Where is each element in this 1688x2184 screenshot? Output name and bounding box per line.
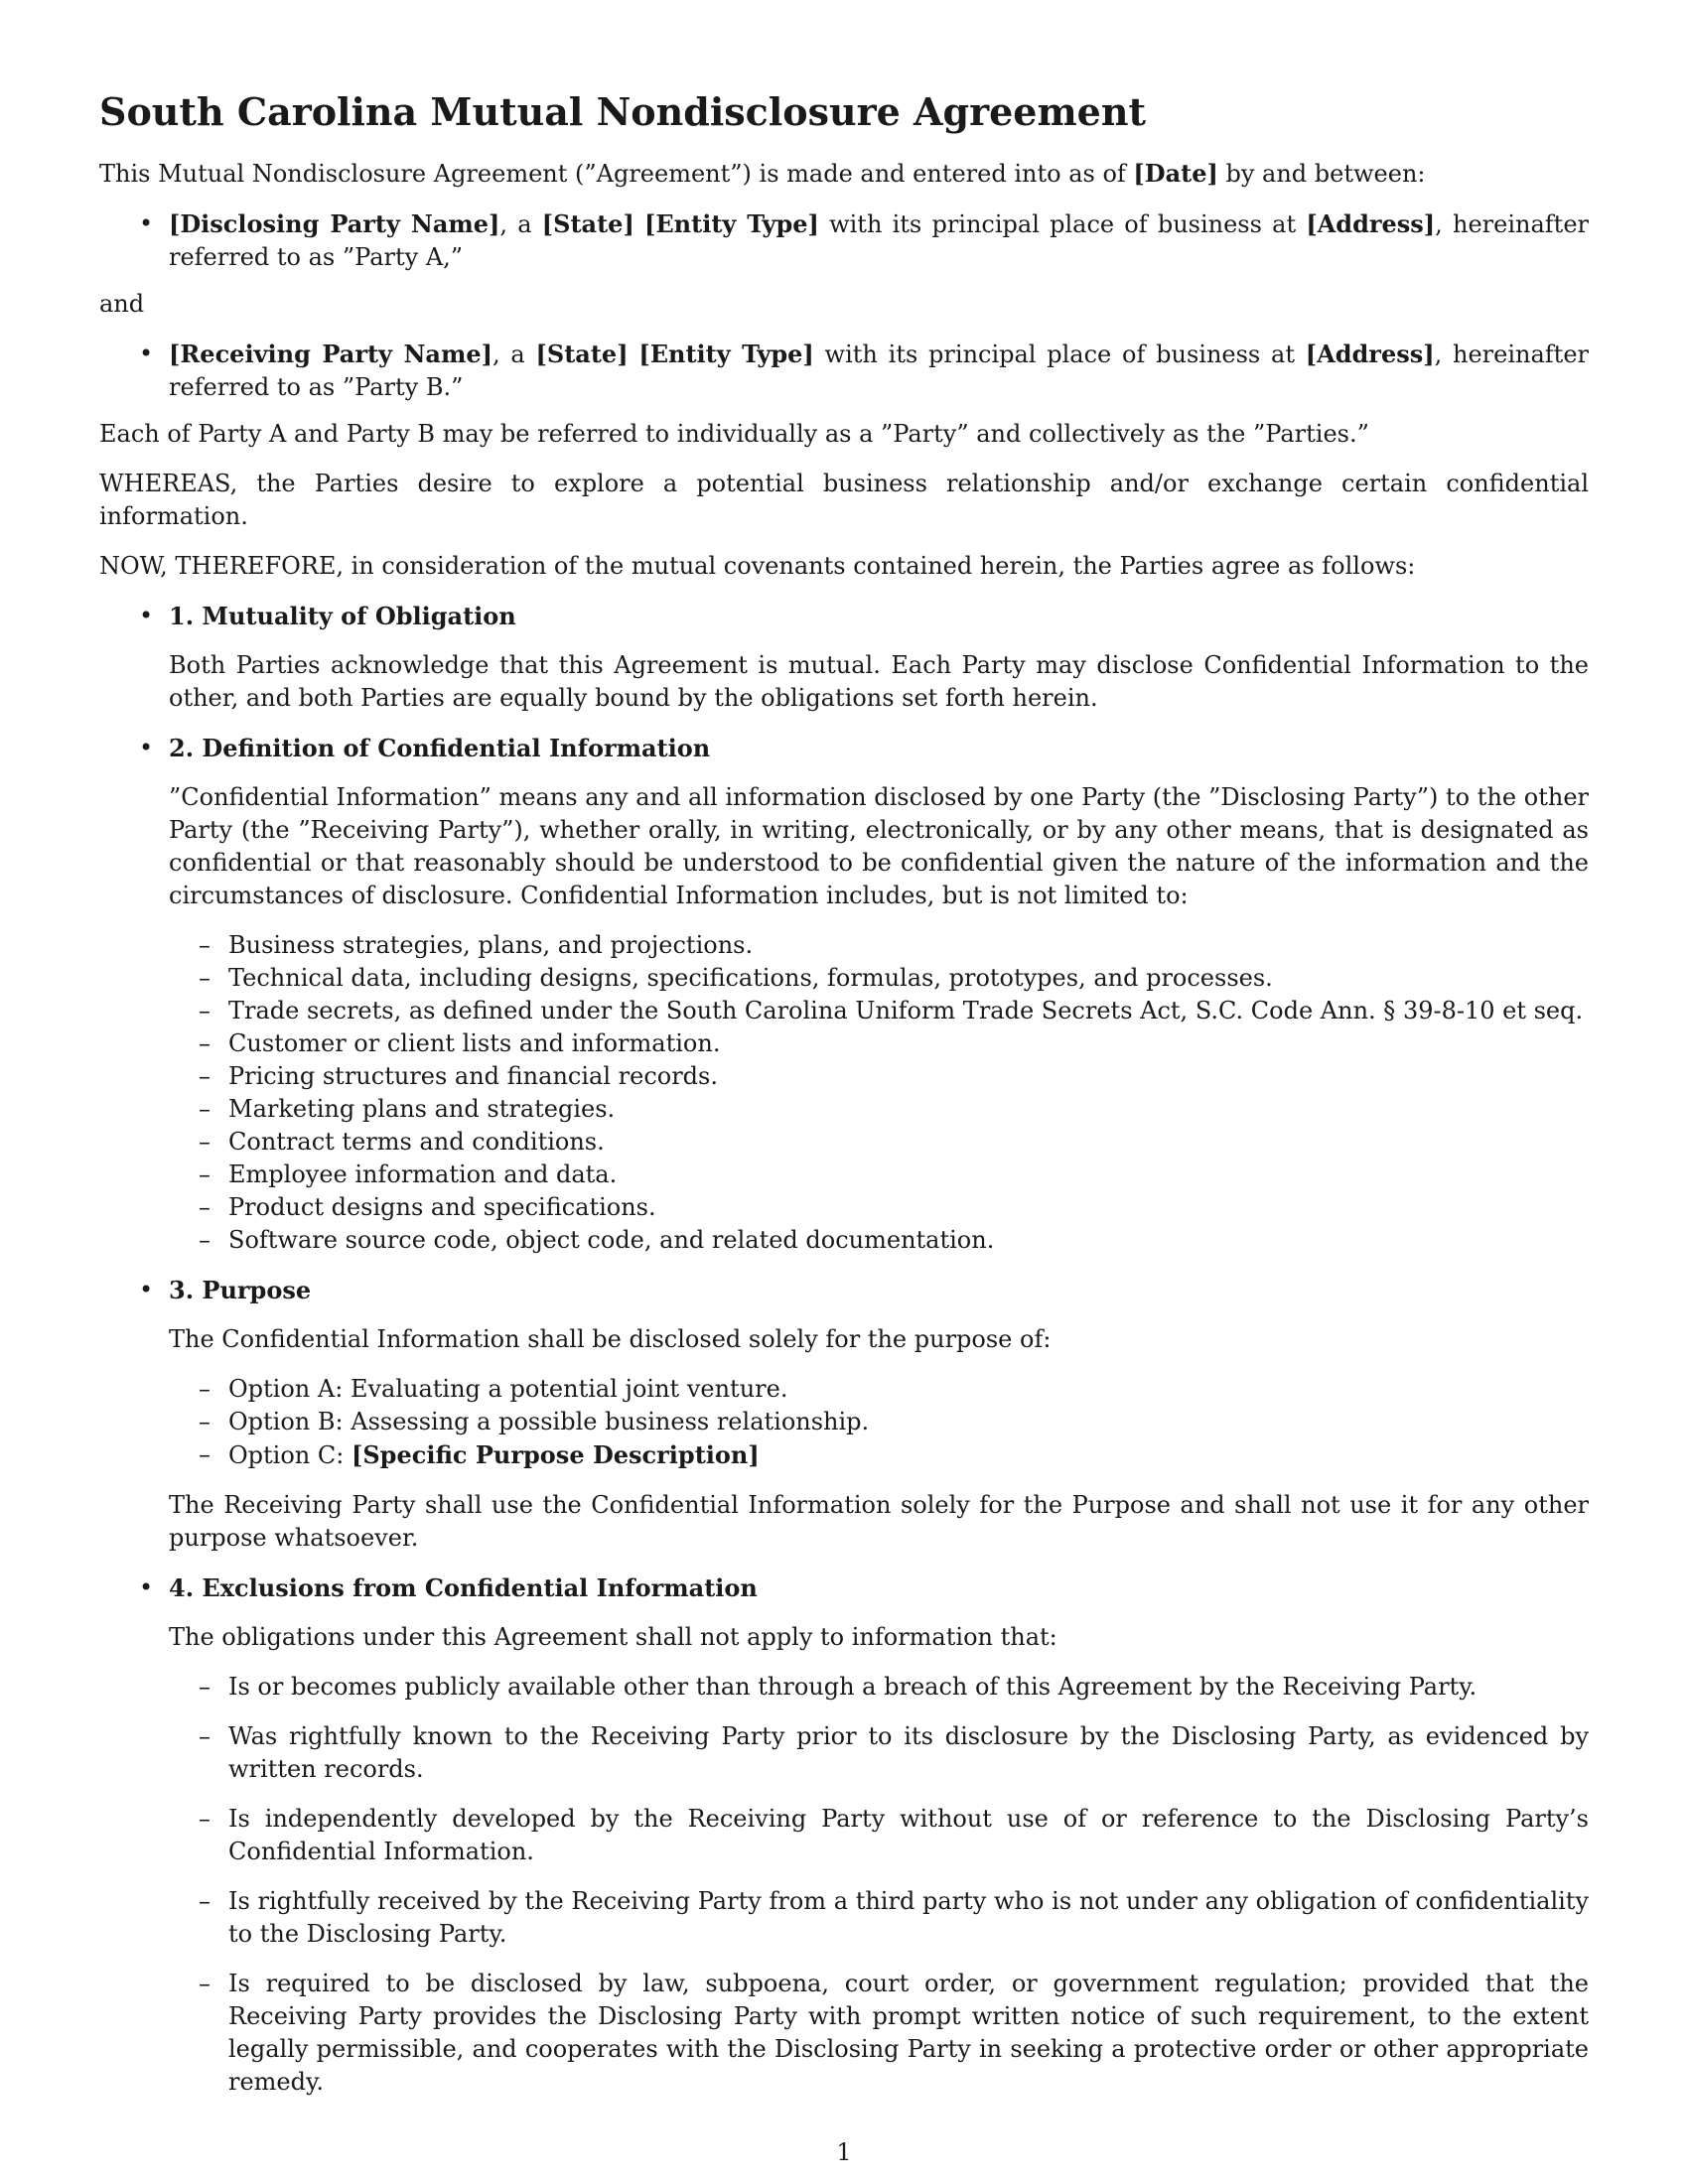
section-1-text: Both Parties acknowledge that this Agreement is mutual. Each Party may disclose Confidential Information to the other, and both Parties are equally bound by the obligations set forth herein.: [169, 651, 1589, 712]
dash-icon: –: [199, 997, 211, 1024]
list-item-text: Trade secrets, as defined under the South Carolina Uniform Trade Secrets Act, S.C. Code Ann. § 39-8-10 et seq.: [228, 997, 1584, 1024]
list-item: [169, 1093, 1589, 1126]
dash-icon: –: [199, 1440, 211, 1468]
list-item-text: Technical data, including designs, specifications, formulas, prototypes, and processes.: [228, 964, 1273, 992]
list-item: [169, 962, 1589, 995]
dash-icon: –: [199, 1193, 211, 1221]
list-item: [169, 1126, 1589, 1159]
list-item-text: Software source code, object code, and related documentation.: [228, 1226, 995, 1254]
party-a-text: , hereinafter referred to as ”Party A,”: [169, 210, 1589, 271]
option-b: [169, 1406, 1589, 1438]
party-a-state: [State]: [541, 209, 634, 238]
dash-icon: –: [199, 964, 211, 992]
list-item-text: Is required to be disclosed by law, subpoena, court order, or government regulation; provided that the Receiving Party provides the Disclosing Party with prompt written notice of such requirement, to the extent legally permissible, and cooperates with the Disclosing Party in seeking a protective order or other appropriate remedy.: [228, 1970, 1589, 2096]
section-3-closing: The Receiving Party shall use the Confidential Information solely for the Purpose and shall not use it for any other purpose whatsoever.: [169, 1491, 1589, 1552]
list-item: [169, 1060, 1589, 1093]
party-a-text: with its principal place of business at: [818, 210, 1307, 238]
party-a-space: [634, 210, 644, 238]
list-item: [169, 1191, 1589, 1224]
party-b-space: [629, 341, 639, 368]
dash-icon: –: [199, 1095, 211, 1123]
list-item-text: Is independently developed by the Receiving Party without use of or reference to the Disclosing Party’s Confidential Information.: [228, 1805, 1589, 1865]
section-3-body: [169, 1323, 1589, 1555]
party-a-name: [Disclosing Party Name]: [169, 209, 500, 238]
list-item-text: Product designs and specifications.: [228, 1193, 656, 1221]
intro-text: This Mutual Nondisclosure Agreement (”Agreement”) is made and entered into as of: [99, 160, 1134, 188]
dash-icon: –: [199, 931, 211, 959]
list-item-text: Was rightfully known to the Receiving Party prior to its disclosure by the Disclosing Party, as evidenced by written records.: [228, 1722, 1589, 1783]
dash-icon: –: [199, 1160, 211, 1188]
party-b-text: , hereinafter referred to as ”Party B.”: [169, 341, 1589, 401]
list-item: [169, 1671, 1589, 1704]
bullet-icon: •: [139, 209, 154, 237]
dash-icon: –: [199, 1128, 211, 1156]
section-1-body: [169, 649, 1589, 715]
each-party-paragraph: Each of Party A and Party B may be referred to individually as a ”Party” and collectively as the ”Parties.”: [99, 420, 1369, 448]
dash-icon: –: [199, 1062, 211, 1090]
intro-text-end: by and between:: [1217, 160, 1426, 188]
confidential-info-list: [169, 929, 1589, 1257]
purpose-options-list: [169, 1373, 1589, 1472]
option-a: [169, 1373, 1589, 1406]
section-list: [99, 600, 1589, 2099]
bullet-icon: •: [139, 1276, 154, 1303]
dash-icon: –: [199, 1408, 211, 1435]
now-therefore-paragraph: NOW, THEREFORE, in consideration of the mutual covenants contained herein, the Parties agree as follows:: [99, 552, 1416, 580]
party-a-address: [Address]: [1306, 209, 1436, 238]
document-title: South Carolina Mutual Nondisclosure Agreement: [99, 89, 1147, 134]
section-2-body: [169, 781, 1589, 1257]
section-3-heading: 3. Purpose: [169, 1276, 312, 1304]
section-4-body: [169, 1621, 1589, 2099]
dash-icon: –: [199, 1029, 211, 1057]
section-2-heading: 2. Definition of Confidential Information: [169, 734, 711, 762]
option-c: [169, 1438, 1589, 1472]
list-item-text: Is or becomes publicly available other than through a breach of this Agreement by the Receiving Party.: [228, 1673, 1477, 1701]
dash-icon: –: [199, 1887, 211, 1915]
section-4-heading: 4. Exclusions from Confidential Information: [169, 1573, 758, 1602]
party-b-text: , a: [492, 341, 536, 368]
section-1-heading: 1. Mutuality of Obligation: [169, 602, 516, 630]
party-a-text: , a: [499, 210, 542, 238]
section-1: [99, 600, 1589, 715]
party-b-item: [99, 338, 1589, 404]
bullet-icon: •: [139, 340, 154, 367]
list-item-text: Employee information and data.: [228, 1160, 618, 1188]
option-c-label: Option C:: [228, 1441, 352, 1469]
exclusions-list: [169, 1671, 1589, 2099]
list-item-text: Contract terms and conditions.: [228, 1128, 605, 1156]
intro-paragraph: [99, 157, 1589, 191]
party-a-item: [99, 207, 1589, 274]
list-item: [169, 1224, 1589, 1257]
date-placeholder: [Date]: [1133, 159, 1218, 188]
dash-icon: –: [199, 1673, 211, 1701]
list-item: [169, 995, 1589, 1027]
section-3: [99, 1274, 1589, 1555]
party-b-address: [Address]: [1305, 340, 1435, 368]
section-2: [99, 732, 1589, 1257]
bullet-icon: •: [139, 734, 154, 761]
bullet-icon: •: [139, 602, 154, 629]
option-b-text: Option B: Assessing a possible business relationship.: [228, 1408, 870, 1435]
list-item-text: Customer or client lists and information.: [228, 1029, 721, 1057]
section-2-text: ”Confidential Information” means any and all information disclosed by one Party (the ”Disclosing Party”) to the other Party (the ”Receiving Party”), whether orally, in writing, electronically, or by any other means, that is designated as confidential or that reasonably should be understood to be confidential given the nature of the information and the circumstances of disclosure. Confidential Information includes, but is not limited to:: [169, 783, 1589, 909]
party-a-entity: [Entity Type]: [644, 209, 819, 238]
section-4-text: The obligations under this Agreement shall not apply to information that:: [169, 1623, 1057, 1651]
list-item: [169, 1159, 1589, 1191]
list-item: [169, 929, 1589, 962]
document-page: [99, 87, 1589, 2116]
party-b-name: [Receiving Party Name]: [169, 340, 493, 368]
list-item-text: Business strategies, plans, and projections.: [228, 931, 754, 959]
party-b-list: [99, 338, 1589, 404]
page-number: 1: [836, 2138, 852, 2166]
dash-icon: –: [199, 1375, 211, 1403]
option-a-text: Option A: Evaluating a potential joint venture.: [228, 1375, 788, 1403]
party-b-state: [State]: [535, 340, 629, 368]
dash-icon: –: [199, 1722, 211, 1750]
bullet-icon: •: [139, 1573, 154, 1601]
list-item: [169, 1720, 1589, 1786]
whereas-paragraph: WHEREAS, the Parties desire to explore a potential business relationship and/or exchange certain confidential information.: [99, 470, 1589, 530]
list-item-text: Is rightfully received by the Receiving Party from a third party who is not under any obligation of confidentiality to the Disclosing Party.: [228, 1887, 1589, 1948]
list-item: [169, 1803, 1589, 1868]
dash-icon: –: [199, 1226, 211, 1254]
dash-icon: –: [199, 1970, 211, 1997]
list-item: [169, 1968, 1589, 2099]
section-4: [99, 1571, 1589, 2099]
and-text: and: [99, 290, 145, 318]
dash-icon: –: [199, 1805, 211, 1833]
list-item-text: Marketing plans and strategies.: [228, 1095, 616, 1123]
list-item: [169, 1885, 1589, 1951]
list-item-text: Pricing structures and financial records.: [228, 1062, 718, 1090]
party-a-list: [99, 207, 1589, 274]
section-3-text: The Confidential Information shall be disclosed solely for the purpose of:: [169, 1325, 1052, 1353]
list-item: [169, 1027, 1589, 1060]
party-b-text: with its principal place of business at: [813, 341, 1306, 368]
party-b-entity: [Entity Type]: [638, 340, 814, 368]
option-c-placeholder: [Specific Purpose Description]: [351, 1440, 760, 1469]
